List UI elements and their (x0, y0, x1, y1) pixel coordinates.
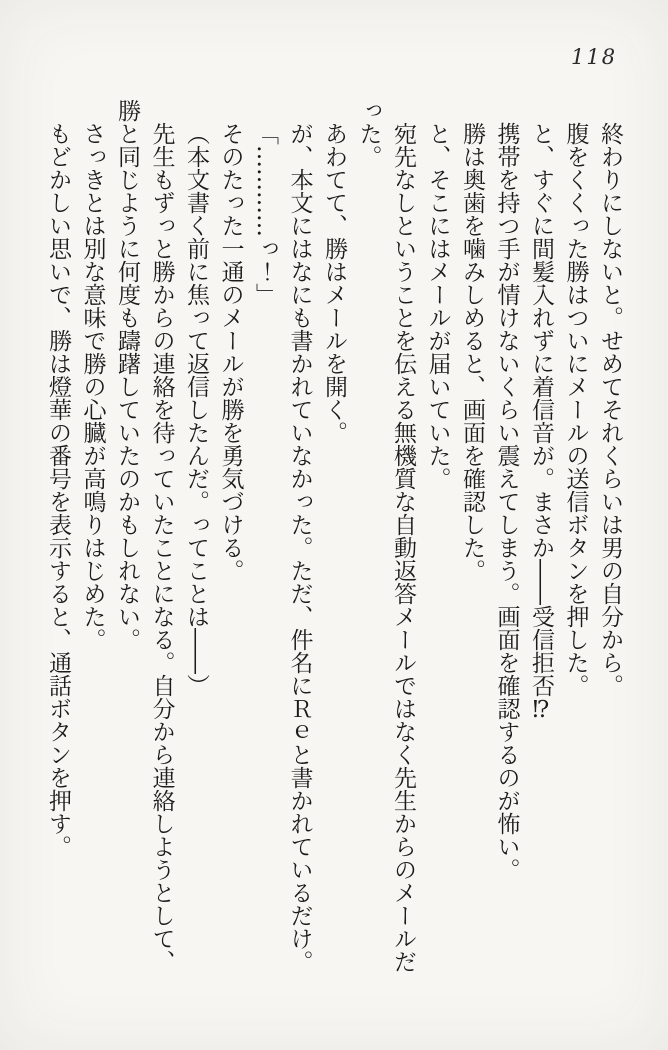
paragraph: もどかしい思いで、勝は燈華の番号を表示すると、通話ボタンを押す。 (45, 122, 71, 858)
paragraph: さっきとは別な意味で勝の心臓が高鳴りはじめた。 (79, 122, 106, 651)
paragraph: 腹をくくった勝はついにメールの送信ボタンを押した。 (562, 122, 589, 697)
paragraph: そのたった一通のメールが勝を勇気づける。 (217, 122, 244, 582)
paragraph: と、そこにはメールが届いていた。 (424, 122, 451, 490)
paragraph-thought: （本文書く前に焦って返信したんだ。ってことは――） (183, 122, 209, 697)
page-number: 118 (571, 45, 618, 69)
paragraph: が、本文にはなにも書かれていなかった。ただ、件名にＲｅと書かれているだけ。 (286, 122, 313, 973)
paragraph: 宛先なしということを伝える無機質な自動返答メールではなく先生からのメールだった。 (355, 99, 416, 973)
paragraph: 携帯を持つ手が情けないくらい震えてしまう。画面を確認するのが怖い。 (493, 122, 520, 881)
paragraph: 勝は奥歯を噛みしめると、画面を確認した。 (459, 122, 485, 582)
paragraph: と、すぐに間髪入れずに着信音が。まさか――受信拒否⁉ (528, 122, 554, 723)
paragraph: 先生もずっと勝からの連絡を待っていたことになる。自分から連絡しようとして、勝と同じように何度も躊躇していたのかもしれない。 (114, 99, 175, 973)
paragraph: 終わりにしないと。せめてそれくらいは男の自分から。 (597, 122, 623, 697)
vertical-text-block (41, 99, 628, 973)
paragraph: あわてて、勝はメールを開く。 (321, 122, 347, 444)
paragraph-dialogue: 「…………っ！」 (252, 122, 278, 306)
